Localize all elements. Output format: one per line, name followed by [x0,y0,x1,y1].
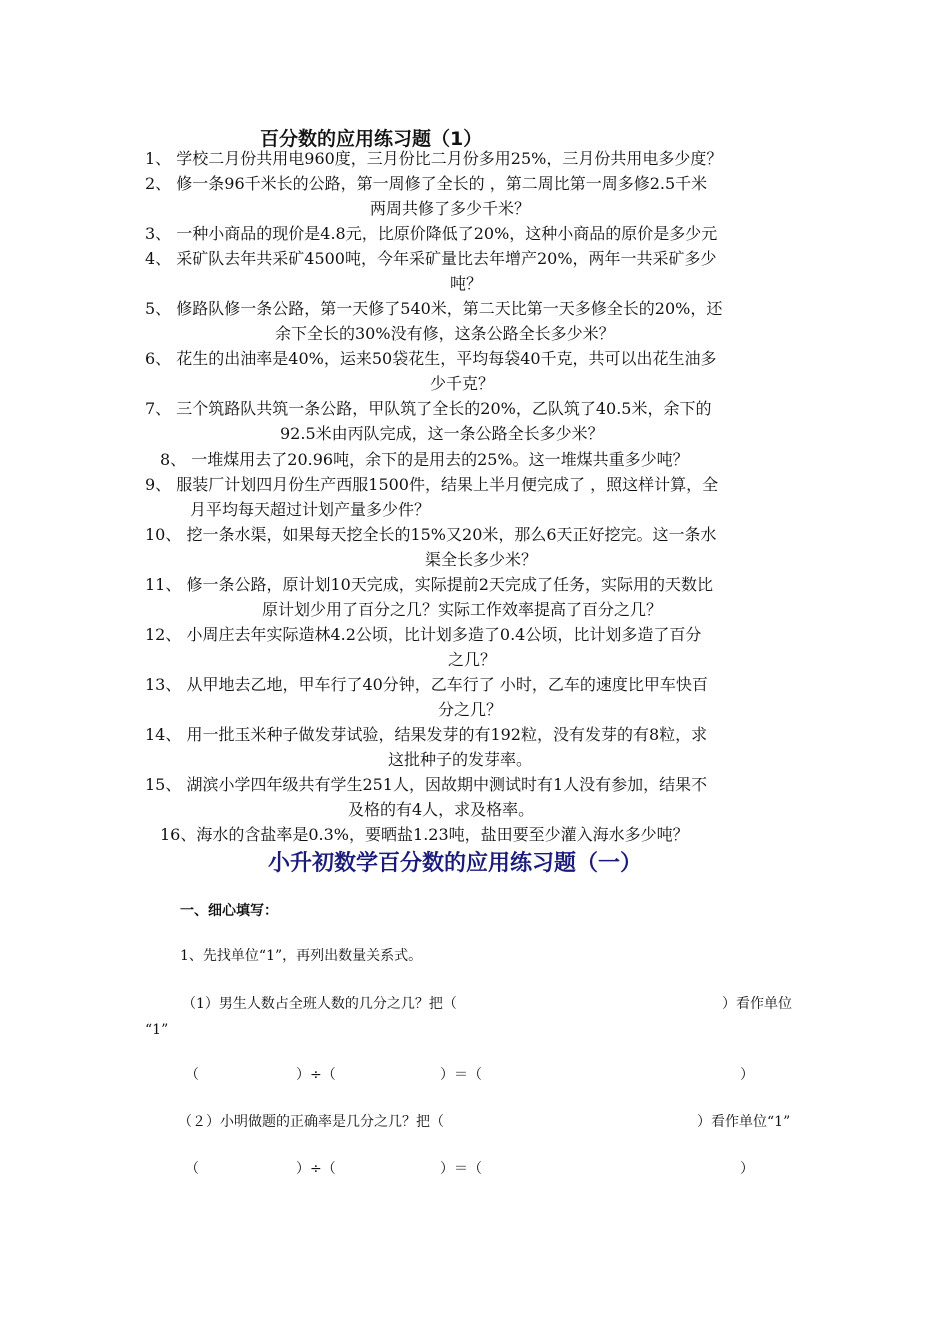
question-1-2: （２）小明做题的正确率是几分之几？把（ [178,1114,444,1130]
problem-line: 4、 采矿队去年共采矿4500吨，今年采矿量比去年增产20%，两年一共采矿多少 [145,249,717,268]
problem-line: 16、海水的含盐率是0.3%，要晒盐1.23吨，盐田要至少灌入海水多少吨？ [160,825,689,844]
problem-line: 15、 湖滨小学四年级共有学生251人，因故期中测试时有1人没有参加，结果不 [145,775,708,794]
problem-line: 9、 服装厂计划四月份生产西服1500件，结果上半月便完成了 ，照这样计算，全 [145,475,719,494]
problem-line: 5、 修路队修一条公路，第一天修了540米，第二天比第一天多修全长的20%，还 [145,299,723,318]
problem-line: 余下全长的30%没有修，这条公路全长多少米？ [275,324,615,343]
problem-line: 两周共修了多少千米？ [370,199,531,218]
problem-line: 原计划少用了百分之几？实际工作效率提高了百分之几？ [262,600,663,619]
problem-line: 3、 一种小商品的现价是4.8元，比原价降低了20%，这种小商品的原价是多少元 [145,224,718,243]
problem-line: 之几？ [448,650,497,669]
problem-line: 12、 小周庄去年实际造林4.2公顷，比计划多造了0.4公顷，比计划多造了百分 [145,625,702,644]
question-1: 1、先找单位“1”，再列出数量关系式。 [180,948,423,964]
question-1-1: （1）男生人数占全班人数的几分之几？把（ [182,996,457,1012]
problem-line: 2、 修一条96千米长的公路，第一周修了全长的 ，第二周比第一周多修2.5千米 [145,174,708,193]
unit-one-label: “1” [145,1022,169,1038]
problem-line: 8、 一堆煤用去了20.96吨，余下的是用去的25%。这一堆煤共重多少吨？ [160,450,689,469]
question-1-2-suffix: ）看作单位“1” [697,1114,791,1130]
eq-open-paren: （ [185,1067,199,1083]
eq2-close-paren: ） [740,1161,754,1177]
problem-line: 6、 花生的出油率是40%，运来50袋花生，平均每袋40千克，共可以出花生油多 [145,349,717,368]
problem-line: 少千克？ [430,374,495,393]
problem-line: 渠全长多少米？ [425,550,538,569]
problem-line: 14、 用一批玉米种子做发芽试验，结果发芽的有192粒，没有发芽的有8粒，求 [145,725,708,744]
eq2-equals: ）＝（ [440,1161,482,1177]
page-title: 百分数的应用练习题（1） [260,128,483,150]
problem-line: 13、 从甲地去乙地，甲车行了40分钟，乙车行了 小时，乙车的速度比甲车快百 [145,675,708,694]
problem-line: 分之几？ [438,700,503,719]
eq-divide: ）÷（ [296,1067,336,1083]
section-heading: 一、细心填写： [180,903,278,919]
problem-line: 10、 挖一条水渠，如果每天挖全长的15%又20米，那么6天正好挖完。这一条水 [145,525,717,544]
problem-line: 及格的有4人，求及格率。 [348,800,535,819]
problem-line: 92.5米由丙队完成，这一条公路全长多少米？ [280,424,604,443]
eq2-divide: ）÷（ [296,1161,336,1177]
problem-line: 7、 三个筑路队共筑一条公路，甲队筑了全长的20%，乙队筑了40.5米，余下的 [145,399,712,418]
section-title: 小升初数学百分数的应用练习题（一） [268,851,643,876]
question-1-1-suffix: ）看作单位 [722,996,792,1012]
problem-line: 1、 学校二月份共用电960度，三月份比二月份多用25%，三月份共用电多少度？ [145,149,723,168]
problem-line: 这批种子的发芽率。 [388,750,533,769]
eq-equals: ）＝（ [440,1067,482,1083]
eq2-open-paren: （ [185,1161,199,1177]
problem-line: 月平均每天超过计划产量多少件？ [190,500,431,519]
problem-line: 吨？ [450,274,483,293]
problem-line: 11、 修一条公路，原计划10天完成，实际提前2天完成了任务，实际用的天数比 [145,575,713,594]
eq-close-paren: ） [740,1067,754,1083]
